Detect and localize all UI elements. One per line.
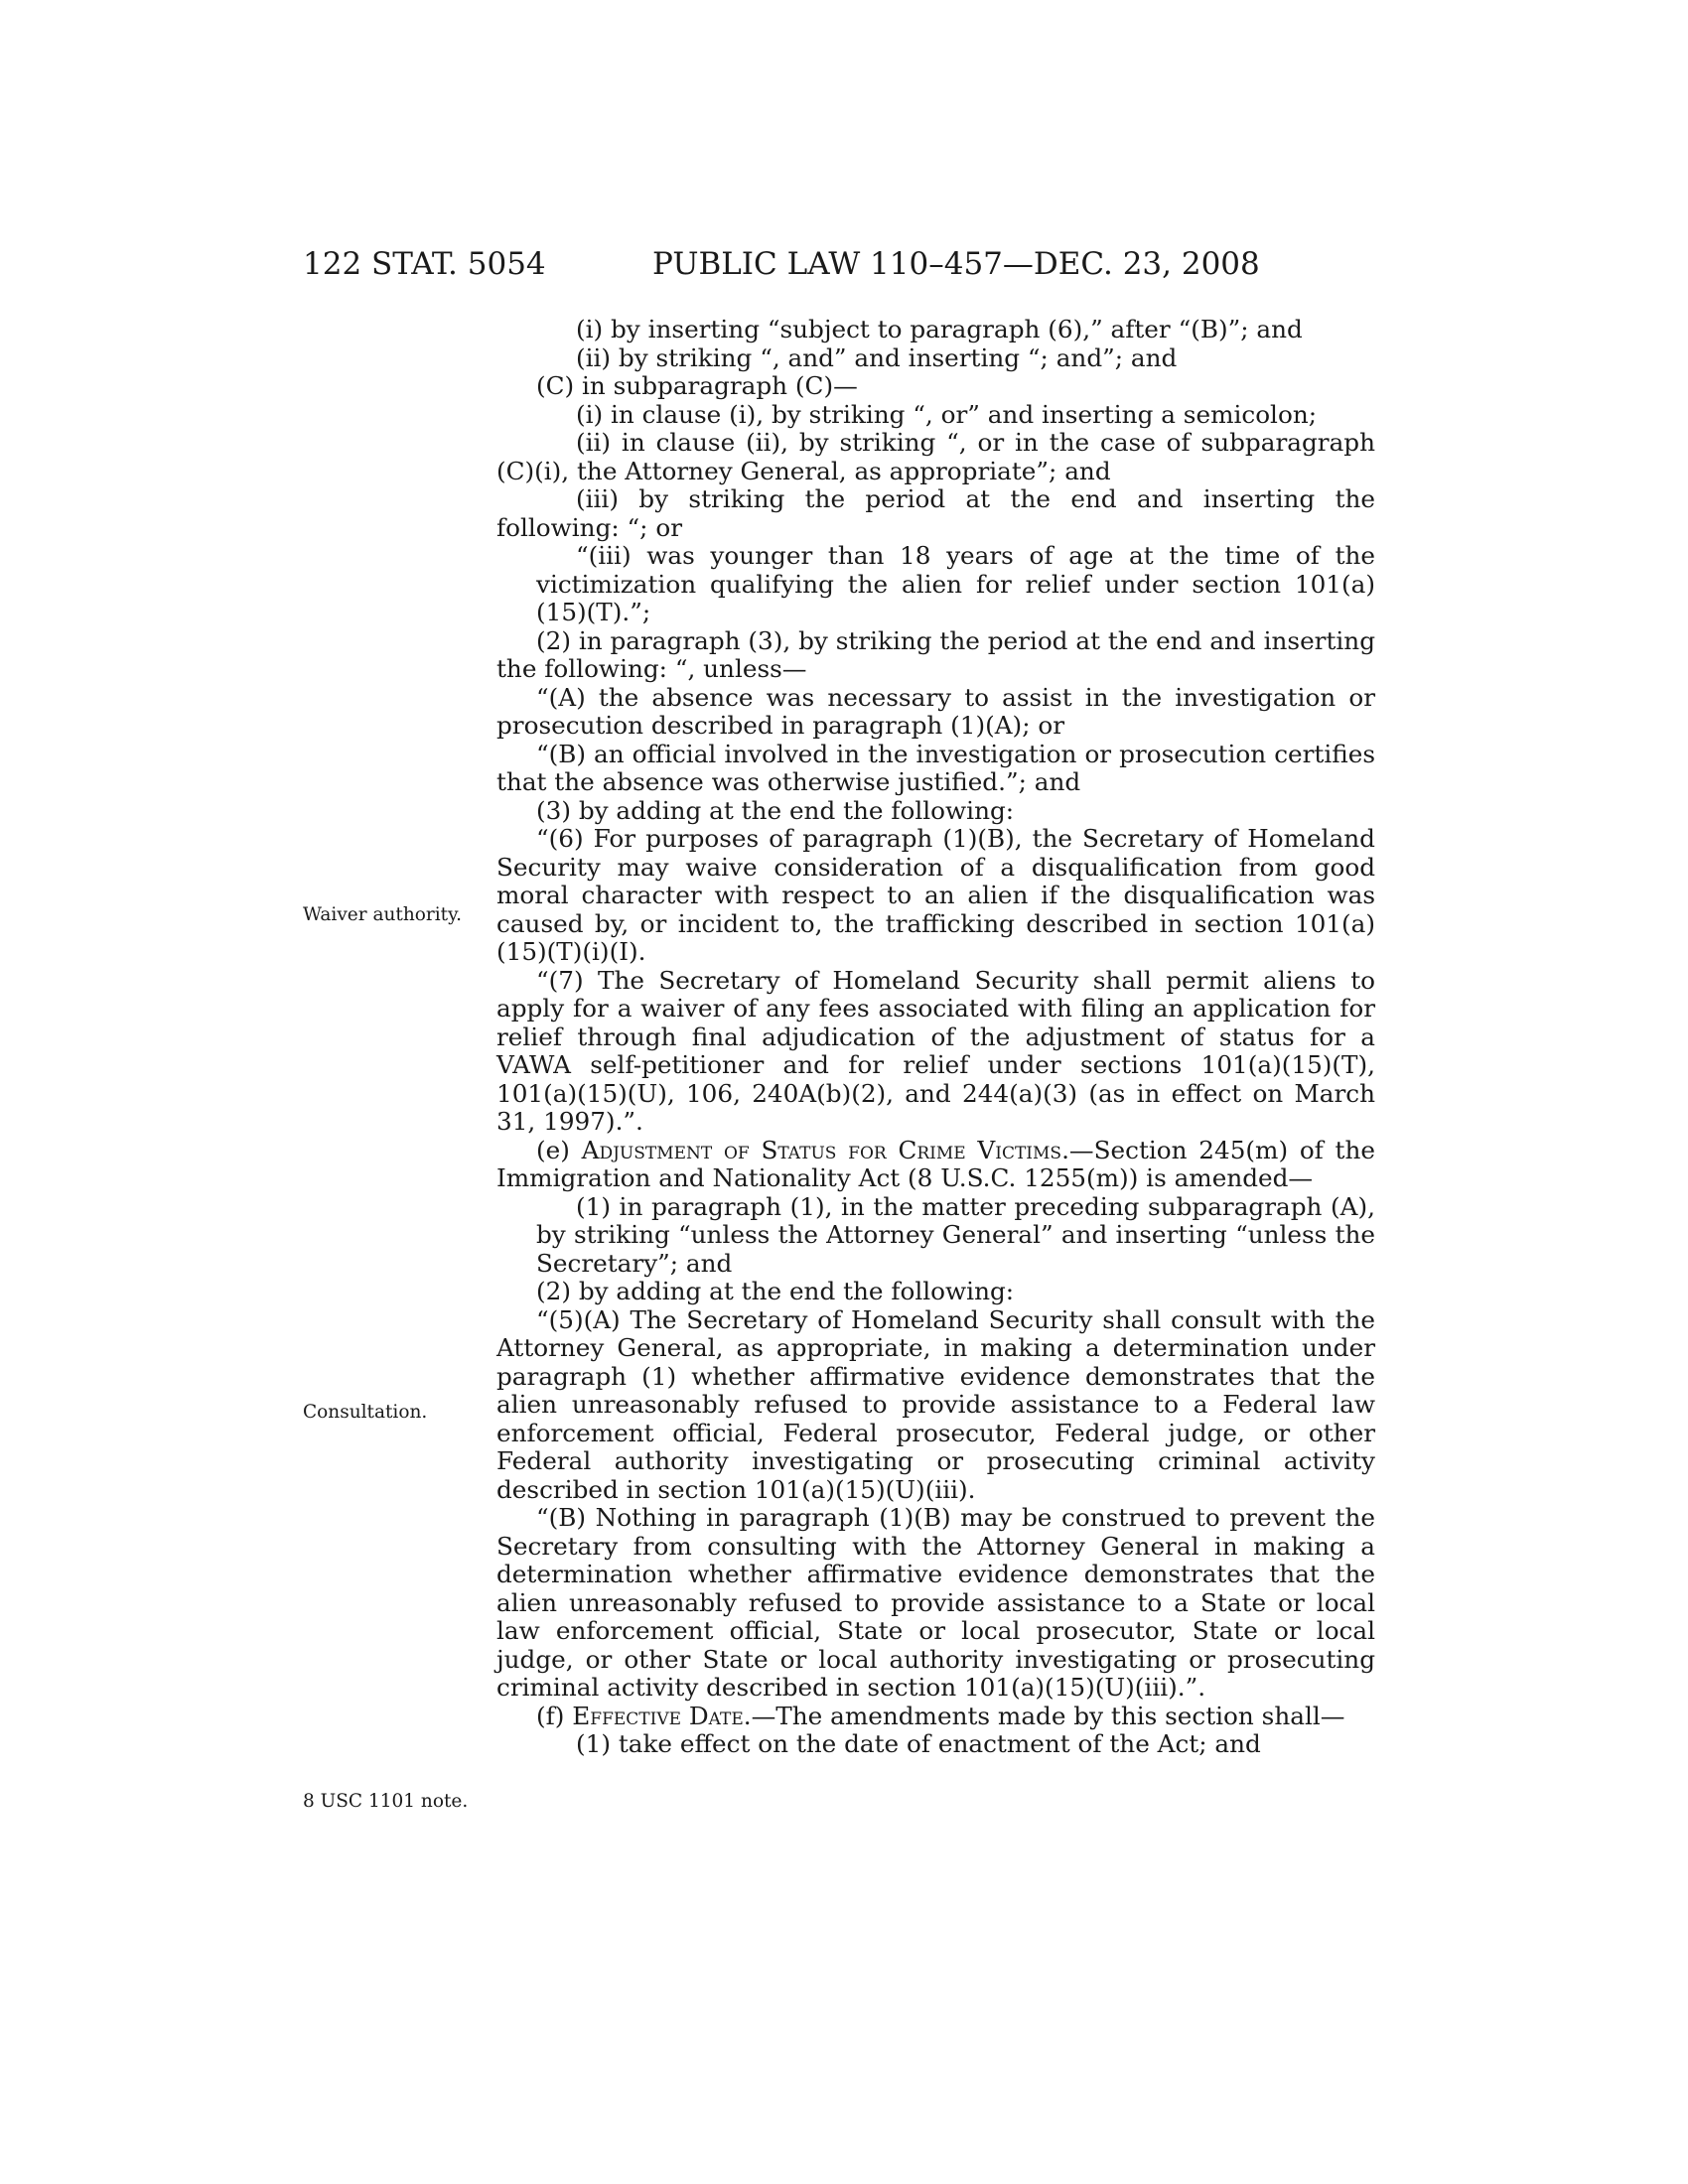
- subsection-label: (e): [536, 1135, 582, 1164]
- subsection-text: —The amendments made by this section shall—: [751, 1701, 1345, 1730]
- margin-note-waiver-authority: Waiver authority.: [303, 904, 462, 925]
- paragraph: (1) take effect on the date of enactment of the Act; and: [576, 1729, 1261, 1758]
- paragraph: (i) in clause (i), by striking “, or” and inserting a semicolon;: [576, 399, 1318, 429]
- margin-note-usc: 8 USC 1101 note.: [303, 1791, 469, 1812]
- page-title: PUBLIC LAW 110–457—DEC. 23, 2008: [652, 246, 1260, 282]
- subsection-e: [496, 1137, 1375, 1193]
- paragraph: “(5)(A) The Secretary of Homeland Security shall consult with the Attorney General, as appropriate, in making a determination under paragraph (1) whether affirmative evidence demonstrates that the alien unreasonably refused to provide assistance to a Federal law enforcement official, Federal prosecutor, Federal judge, or other Federal authority investigating or prosecuting criminal activity described in section 101(a)(15)(U)(iii).: [496, 1304, 1375, 1504]
- paragraph: (3) by adding at the end the following:: [536, 795, 1015, 825]
- statute-body: [496, 316, 1375, 1759]
- subsection-label: (f): [536, 1701, 573, 1730]
- page-stat-number: 122 STAT. 5054: [303, 246, 546, 282]
- paragraph: “(7) The Secretary of Homeland Security shall permit aliens to apply for a waiver of any fees associated with filing an application for relief through final adjudication of the adjustment of status for a VAWA self-petitioner and for relief under sections 101(a)(15)(T), 101(a)(15)(U), 106, 240A(b)(2), and 244(a)(3) (as in effect on March 31, 1997).”.: [496, 965, 1375, 1136]
- margin-note-consultation: Consultation.: [303, 1402, 428, 1423]
- paragraph: “(B) an official involved in the investigation or prosecution certifies that the absence was otherwise justified.”; and: [496, 739, 1375, 796]
- paragraph: (1) in paragraph (1), in the matter preceding subparagraph (A), by striking “unless the Attorney General” and inserting “unless the Secretary”; and: [536, 1191, 1375, 1278]
- paragraph: “(A) the absence was necessary to assist in the investigation or prosecution described in paragraph (1)(A); or: [496, 682, 1375, 740]
- paragraph: “(B) Nothing in paragraph (1)(B) may be construed to prevent the Secretary from consulting with the Attorney General in making a determination whether affirmative evidence demonstrates that the alien unreasonably refused to provide assistance to a State or local law enforcement official, State or local prosecutor, State or local judge, or other State or local authority investigating or prosecuting criminal activity described in section 101(a)(15)(U)(iii).”.: [496, 1503, 1375, 1702]
- paragraph: (ii) by striking “, and” and inserting “; and”; and: [576, 342, 1178, 372]
- subsection-text: —Section 245(m) of the Immigration and Nationality Act (8 U.S.C. 1255(m)) is amended—: [496, 1135, 1375, 1192]
- paragraph: (i) by inserting “subject to paragraph (6),” after “(B)”; and: [576, 315, 1303, 343]
- paragraph: “(6) For purposes of paragraph (1)(B), the Secretary of Homeland Security may waive consideration of a disqualification from good moral character with respect to an alien if the disqualification was caused by, or incident to, the trafficking described in section 101(a)(15)(T)(i)(I).: [496, 824, 1375, 966]
- paragraph: (C) in subparagraph (C)—: [536, 371, 858, 400]
- paragraph: “(iii) was younger than 18 years of age at the time of the victimization qualifying the alien for relief under section 101(a)(15)(T).”;: [536, 541, 1375, 626]
- subsection-f: [496, 1703, 1375, 1731]
- subsection-heading: Effective Date.: [572, 1701, 752, 1730]
- paragraph: (2) in paragraph (3), by striking the period at the end and inserting the following: “, unless—: [496, 625, 1375, 683]
- paragraph: (2) by adding at the end the following:: [536, 1277, 1015, 1305]
- subsection-heading: Adjustment of Status for Crime Victims.: [581, 1135, 1069, 1164]
- paragraph: (iii) by striking the period at the end and inserting the following: “; or: [496, 484, 1375, 542]
- paragraph: (ii) in clause (ii), by striking “, or in the case of subparagraph (C)(i), the Attorney General, as appropriate”; and: [496, 428, 1375, 485]
